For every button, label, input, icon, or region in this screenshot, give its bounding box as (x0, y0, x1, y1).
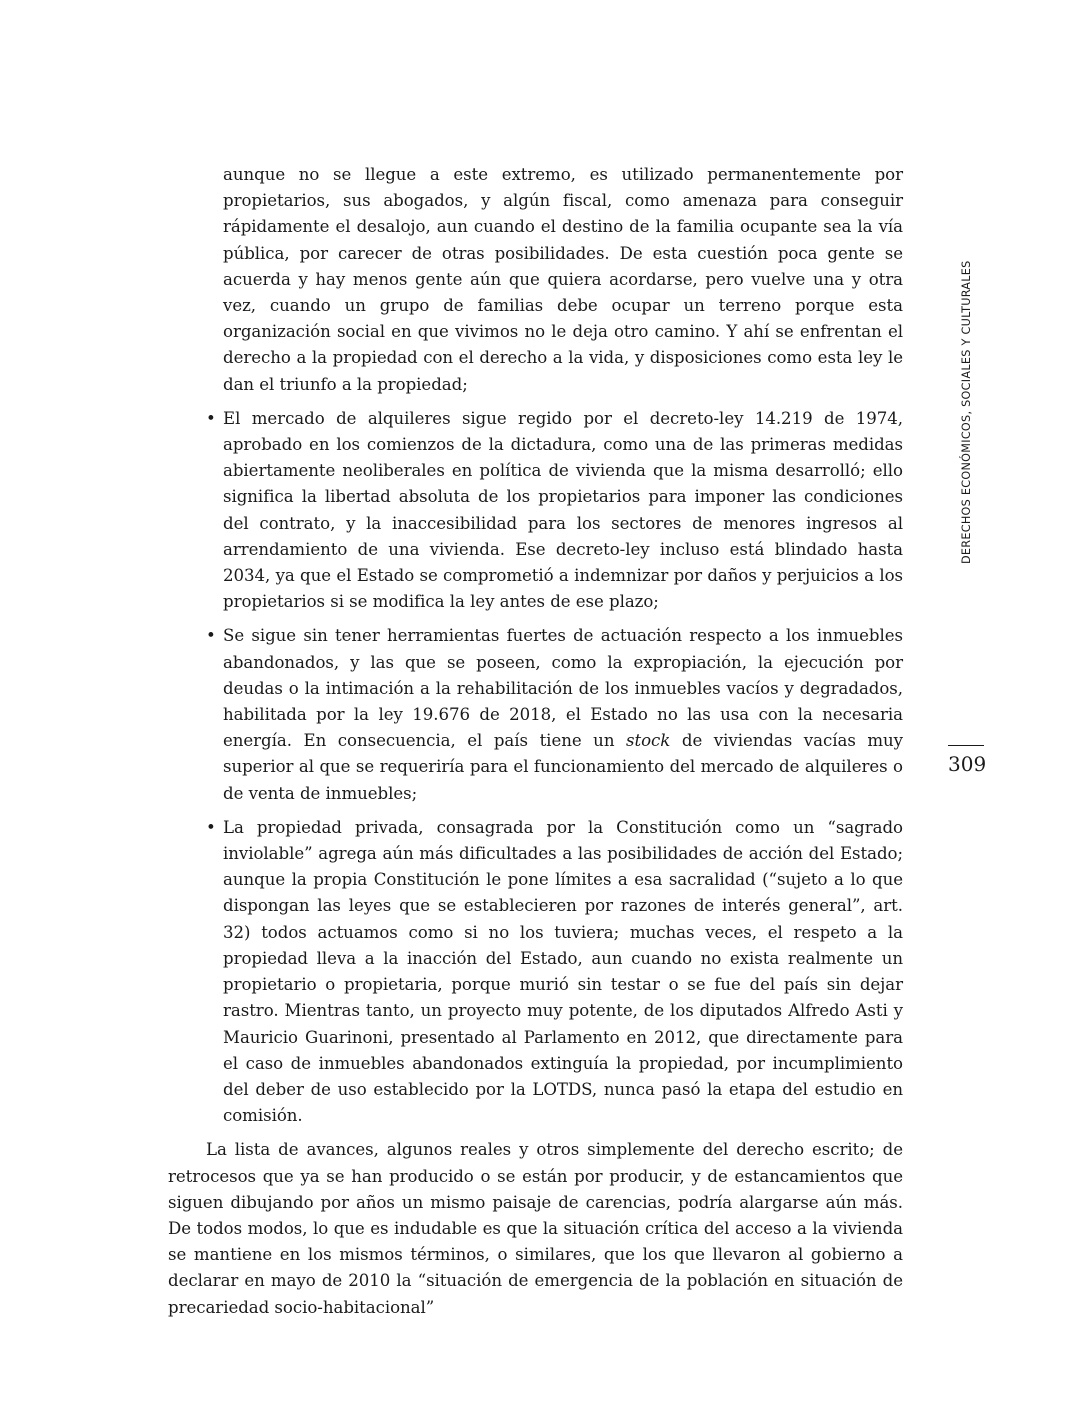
closing-paragraph: La lista de avances, algunos reales y otros simplemente del derecho escrito; de retrocesos que ya se han producido o se están por producir, y de estancamientos que siguen dibujando por años un mismo paisaje de carencias, podría alargarse aún más. De todos modos, lo que es indudable es que la situación crítica del acceso a la vivienda se mantiene en los mismos términos, o similares, que los que llevaron al gobierno a declarar en mayo de 2010 la “situación de emergencia de la población en situación de precariedad socio-habitacional” (168, 1140, 903, 1317)
list-item (206, 623, 903, 806)
page-number: 309 (948, 752, 987, 776)
running-head: DERECHOS ECONÓMICOS, SOCIALES Y CULTURALES (960, 260, 973, 564)
list-item (206, 815, 903, 1129)
emphasized-term: stock (626, 731, 671, 751)
list-item-text: El mercado de alquileres sigue regido por el decreto-ley 14.219 de 1974, aprobado en los comienzos de la dictadura, como una de las primeras medidas abiertamente neoliberales en política de vivienda que la misma desarrolló; ello significa la libertad absoluta de los propietarios para imponer las condiciones del contrato, y la inaccesibilidad para los sectores de menores ingresos al arrendamiento de una vivienda. Ese decreto-ley incluso está blindado hasta 2034, ya que el Estado se comprometió a indemnizar por daños y perjuicios a los propietarios si se modifica la ley antes de ese plazo; (223, 408, 903, 612)
bullet-mark: • (206, 817, 216, 837)
bullet-mark: • (206, 408, 216, 428)
list-item-text: Se sigue sin tener herramientas fuertes de actuación respecto a los inmuebles abandonados, y las que se poseen, como la expropiación, la ejecución por deudas o la intimación a la rehabilitación de los inmuebles vacíos y degradados, habilitada por la ley 19.676 de 2018, el Estado no las usa con la necesaria energía. En consecuencia, el país tiene un (223, 626, 903, 751)
body-text (168, 162, 903, 1321)
list-item-text: La propiedad privada, consagrada por la Constitución como un “sagrado inviolable” agrega aún más dificultades a las posibilidades de acción del Estado; aunque la propia Constitución le pone límites a esa sacralidad (“sujeto a lo que dispongan las leyes que se establecieren por razones de interés general”, art. 32) todos actuamos como si no los tuviera; muchas veces, el respeto a la propiedad lleva a la inacción del Estado, aun cuando no exista realmente un propietario o propietaria, porque murió sin testar o se fue del país sin dejar rastro. Mientras tanto, un proyecto muy potente, de los diputados Alfredo Asti y Mauricio Guarinoni, presentado al Parlamento en 2012, que directamente para el caso de inmuebles abandonados extinguía la propiedad, por incumplimiento del deber de uso establecido por la LOTDS, nunca pasó la etapa del estudio en comisión. (223, 817, 903, 1126)
list-item-text: de viviendas vacías muy superior al que se requeriría para el funcionamiento del mercado de alquileres o de venta de inmuebles; (223, 731, 903, 803)
list-item (206, 406, 903, 616)
bullet-mark: • (206, 626, 216, 646)
page-number-rule (948, 745, 984, 746)
continued-paragraph: aunque no se llegue a este extremo, es utilizado permanentemente por propietarios, sus abogados, y algún fiscal, como amenaza para conseguir rápidamente el desalojo, aun cuando el destino de la familia ocupante sea la vía pública, por carecer de otras posibilidades. De esta cuestión poca gente se acuerda y hay menos gente aún que quiera acordarse, pero vuelve una y otra vez, cuando un grupo de familias debe ocupar un terreno porque esta organización social en que vivimos no le deja otro camino. Y ahí se enfrentan el derecho a la propiedad con el derecho a la vida, y disposiciones como esta ley le dan el triunfo a la propiedad; (223, 165, 903, 394)
bullet-list (168, 406, 903, 1129)
